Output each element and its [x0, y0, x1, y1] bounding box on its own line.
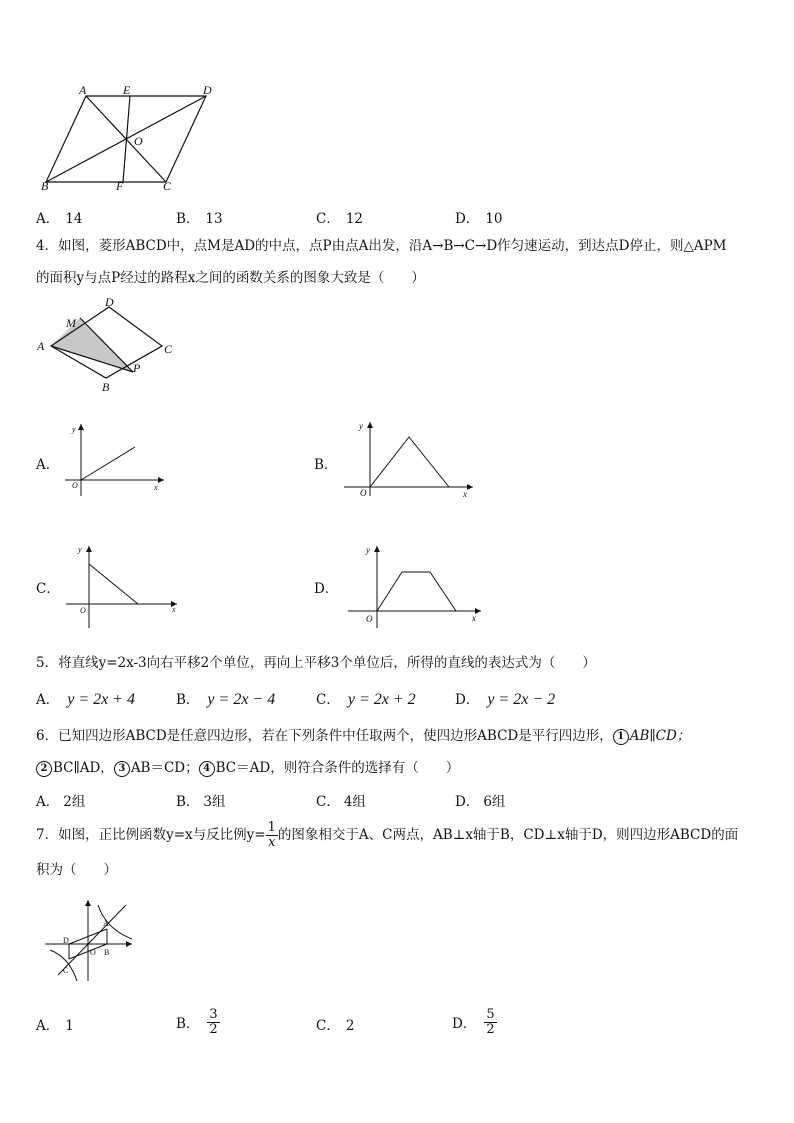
- q7-option-a[interactable]: [36, 1014, 74, 1034]
- label-a: A: [79, 83, 87, 97]
- circled-2: 2: [36, 761, 52, 777]
- fraction-denominator: x: [268, 834, 276, 850]
- option-value: 4组: [343, 794, 366, 810]
- option-letter: D．: [455, 794, 480, 810]
- q4-graph-c[interactable]: [62, 540, 184, 630]
- axis-y-label: y: [359, 421, 363, 431]
- option-value: 12: [345, 211, 364, 227]
- fraction-denominator: 2: [486, 1021, 495, 1037]
- fraction-one-over-x: [266, 821, 278, 850]
- option-letter: B．: [176, 1016, 200, 1032]
- q5-option-d[interactable]: [455, 688, 555, 709]
- condition-4: BC＝AD，则符合条件的选择有（ ）: [215, 760, 460, 776]
- label-d: D: [63, 936, 69, 945]
- q4-rhombus-figure: [34, 298, 184, 393]
- q4-option-a[interactable]: A．: [36, 457, 60, 473]
- condition-1: AB∥CD；: [629, 728, 691, 744]
- label-a: A: [37, 339, 45, 353]
- label-d: D: [203, 83, 212, 97]
- q4-option-c[interactable]: C．: [36, 581, 60, 597]
- label-b: B: [104, 948, 110, 957]
- q7-option-b[interactable]: [176, 1002, 220, 1042]
- axis-x-label: x: [172, 605, 176, 614]
- option-letter: C．: [316, 1018, 340, 1034]
- label-p: P: [133, 361, 141, 375]
- option-letter: C．: [316, 211, 340, 227]
- label-a: A: [103, 919, 109, 928]
- axis-x-label: x: [463, 489, 467, 499]
- q4-stem-line1: 4．如图，菱形ABCD中，点M是AD的中点，点P由点A出发，沿A→B→C→D作匀速运动，到达点D停止，则△APM: [36, 238, 727, 254]
- option-value: 13: [205, 211, 223, 227]
- label-o: O: [134, 134, 143, 148]
- q7-graph-figure: [42, 895, 140, 985]
- fraction-five-halves: [484, 1008, 496, 1037]
- option-letter: A．: [36, 1018, 60, 1034]
- origin-label: O: [72, 481, 78, 490]
- option-value: 14: [65, 211, 83, 227]
- axis-y-label: y: [366, 545, 370, 555]
- q4-option-b[interactable]: B．: [314, 457, 338, 473]
- option-value: y = 2x + 4: [67, 691, 136, 708]
- option-letter: D．: [455, 692, 480, 708]
- option-letter: B．: [176, 794, 200, 810]
- fraction-numerator: 5: [486, 1006, 495, 1022]
- circled-3: 3: [114, 761, 130, 777]
- option-value: 1: [65, 1018, 74, 1034]
- circled-4: 4: [199, 761, 215, 777]
- axis-y-label: y: [72, 425, 76, 434]
- q6-option-c[interactable]: [316, 790, 366, 810]
- fraction-numerator: 3: [209, 1006, 218, 1022]
- fraction-three-halves: [207, 1008, 219, 1037]
- q3-parallelogram-figure: [36, 82, 226, 194]
- label-b: B: [41, 179, 49, 193]
- option-value: 3组: [203, 794, 226, 810]
- option-value: y = 2x − 2: [487, 691, 556, 708]
- axis-x-label: x: [472, 613, 476, 623]
- q4-graph-d[interactable]: [344, 540, 488, 630]
- q7-stem-text: 7．如图，正比例函数y=x与反比例y=: [36, 827, 266, 843]
- option-letter: D．: [452, 1016, 477, 1032]
- q4-option-d[interactable]: D．: [314, 581, 339, 597]
- q6-stem-text: 6．已知四边形ABCD是任意四边形，若在下列条件中任取两个，使四边形ABCD是平行四边形，: [36, 728, 613, 744]
- q6-option-b[interactable]: [176, 790, 226, 810]
- q7-option-d[interactable]: [452, 1002, 497, 1042]
- origin-label: O: [80, 606, 86, 615]
- q4-graph-a[interactable]: [60, 418, 170, 500]
- label-f: F: [116, 179, 124, 193]
- label-c: C: [164, 342, 173, 356]
- q3-option-d[interactable]: [455, 207, 503, 227]
- label-o: O: [90, 948, 96, 957]
- q7-stem-line2: 积为（ ）: [36, 862, 117, 878]
- option-letter: B．: [176, 692, 200, 708]
- q6-option-d[interactable]: [455, 790, 505, 810]
- option-letter: D．: [455, 211, 480, 227]
- option-letter: A．: [36, 794, 60, 810]
- q7-stem-text-cont: 的图象相交于A、C两点，AB⊥x轴于B，CD⊥x轴于D，则四边形ABCD的面: [277, 827, 739, 843]
- option-letter: C．: [316, 794, 340, 810]
- q6-stem-line1: [36, 726, 690, 746]
- q3-option-c[interactable]: [316, 207, 363, 227]
- q5-option-c[interactable]: [316, 688, 416, 709]
- fraction-numerator: 1: [267, 819, 276, 835]
- option-letter: A．: [36, 211, 60, 227]
- label-e: E: [123, 83, 131, 97]
- option-value: y = 2x − 4: [207, 691, 276, 708]
- origin-label: O: [366, 614, 373, 624]
- q6-stem-line2: [36, 758, 459, 778]
- label-b: B: [102, 380, 110, 393]
- label-c: C: [63, 966, 69, 975]
- option-letter: B．: [176, 211, 200, 227]
- q7-option-c[interactable]: [316, 1014, 354, 1034]
- q3-option-b[interactable]: [176, 207, 223, 227]
- option-value: 10: [485, 211, 503, 227]
- condition-2: BC∥AD，: [53, 760, 114, 776]
- option-value: 6组: [483, 794, 506, 810]
- axis-x-label: x: [154, 483, 158, 492]
- q5-option-a[interactable]: [36, 688, 135, 709]
- option-value: 2: [345, 1018, 355, 1034]
- label-c: C: [163, 179, 172, 193]
- q6-option-a[interactable]: [36, 790, 85, 810]
- option-value: y = 2x + 2: [347, 691, 416, 708]
- q7-stem-line1: [36, 818, 738, 852]
- q5-option-b[interactable]: [176, 688, 275, 709]
- condition-3: AB＝CD；: [130, 760, 199, 776]
- label-d: D: [105, 298, 114, 309]
- q5-stem: 5．将直线y=2x-3向右平移2个单位，再向上平移3个单位后，所得的直线的表达式为（ ）: [36, 655, 596, 671]
- axis-y-label: y: [78, 545, 82, 554]
- fraction-denominator: 2: [209, 1021, 218, 1037]
- label-m: M: [66, 316, 76, 330]
- option-letter: C．: [316, 692, 340, 708]
- option-letter: A．: [36, 692, 60, 708]
- q4-graph-b[interactable]: [340, 418, 480, 500]
- q3-option-a[interactable]: [36, 207, 82, 227]
- origin-label: O: [360, 488, 367, 498]
- option-value: 2组: [63, 794, 86, 810]
- circled-1: 1: [613, 729, 629, 745]
- q4-stem-line2: 的面积y与点P经过的路程x之间的函数关系的图象大致是（ ）: [36, 270, 425, 286]
